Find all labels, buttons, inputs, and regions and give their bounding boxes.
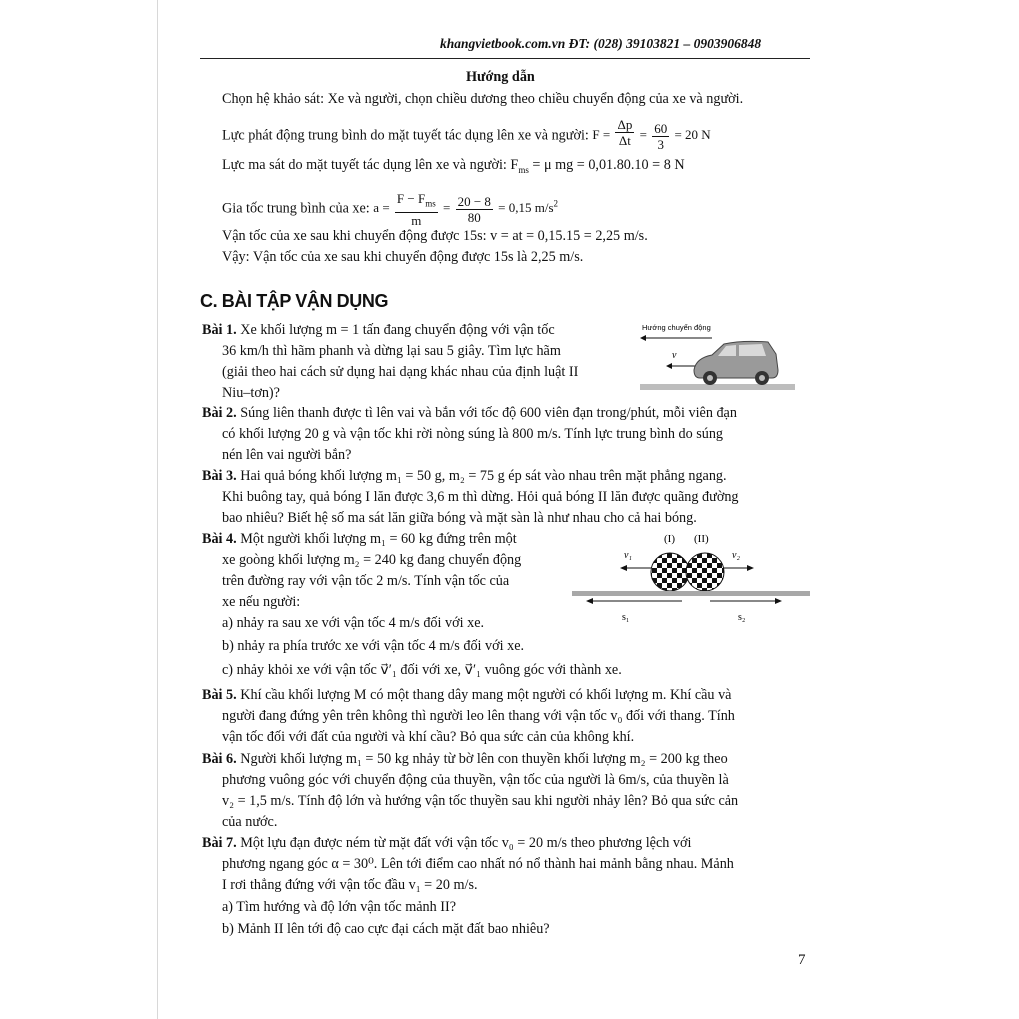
b5-line-3: vận tốc đối với đất của người và khí cầu? Bỏ qua sức cản của không khí. [222, 729, 635, 745]
b5-label: Bài 5. [202, 687, 237, 703]
b1-line-2: 36 km/h thì hãm phanh và dừng lại sau 5 giây. Tìm lực hãm [222, 343, 561, 359]
ball-I-label: (I) [664, 533, 675, 545]
b7-option-a: a) Tìm hướng và độ lớn vận tốc mảnh II? [222, 899, 457, 915]
b4-line-4: xe nếu người: [222, 594, 301, 610]
b7-option-b: b) Mảnh II lên tới độ cao cực đại cách mặt đất bao nhiêu? [222, 921, 550, 937]
section-title: C. BÀI TẬP VẬN DỤNG [200, 291, 389, 311]
b2-text: Súng liên thanh được tì lên vai và bắn với tốc độ 600 viên đạn trong/phút, mỗi viên đạn [236, 405, 737, 421]
eq-force-frac1 [615, 117, 634, 148]
eq-den: Δt [618, 133, 631, 148]
b6-line-1 [202, 749, 728, 769]
ball-II [686, 553, 724, 591]
b3-text: Hai quả bóng khối lượng m₁ = 50 g, m₂ = 75 g ép sát vào nhau trên mặt phẳng ngang. [236, 468, 727, 484]
b5-line-1 [202, 685, 731, 705]
b6-line-3: v₂ = 1,5 m/s. Tính độ lớn và hướng vận tốc thuyền sau khi người nhảy lên? Bỏ qua sức cản [222, 793, 739, 809]
b3-line-1 [202, 466, 727, 486]
b6-line-2: phương vuông góc với chuyển động của thuyền, vận tốc của người là 6m/s, của thuyền là [222, 772, 729, 788]
s2-arrow-head [775, 598, 782, 604]
guide-line-4-text: Gia tốc trung bình của xe: [222, 200, 370, 217]
b2-line-3: nén lên vai người bắn? [222, 447, 352, 463]
velocity-arrow-head [666, 363, 672, 369]
eq-sign: = [639, 127, 647, 143]
b1-line-1 [202, 320, 555, 340]
eq-accel-frac2 [456, 194, 493, 225]
b4-option-b: b) nhảy ra phía trước xe với vận tốc 4 m/s đối với xe. [222, 638, 525, 654]
eq-den: 80 [467, 209, 481, 225]
b4-line-3: trên đường ray với vận tốc 2 m/s. Tính vận tốc của [222, 573, 510, 589]
guide-line-6: Vậy: Vận tốc của xe sau khi chuyển động được 15s là 2,25 m/s. [222, 249, 584, 265]
ball-I [651, 553, 689, 591]
sup-2: 2 [553, 198, 559, 209]
b7-label: Bài 7. [202, 835, 237, 851]
b6-label: Bài 6. [202, 751, 237, 767]
car-direction-label: Hướng chuyển động [642, 323, 711, 332]
b7-text: Một lựu đạn được ném từ mặt đất với vận tốc v₀ = 20 m/s theo phương lệch với [236, 835, 692, 851]
header-site: khangvietbook.com.vn [440, 36, 566, 51]
car-window-rear [739, 344, 766, 356]
header-rule [200, 58, 810, 59]
b3-label: Bài 3. [202, 468, 237, 484]
b4-option-a: a) nhảy ra sau xe với vận tốc 4 m/s đối với xe. [222, 615, 485, 631]
s2-label: s₂ [738, 612, 746, 623]
eq-den: m [411, 212, 422, 228]
guide-line-1: Chọn hệ khảo sát: Xe và người, chọn chiều dương theo chiều chuyển động của xe và người. [222, 91, 744, 107]
sub-ms: ms [518, 164, 529, 175]
guide-line-2-text: Lực phát động trung bình do mặt tuyết tác dụng lên xe và người: [222, 127, 589, 144]
b2-line-1 [202, 403, 737, 423]
v1-arrow-head [620, 565, 627, 571]
balls-figure [572, 528, 812, 628]
b4-text: Một người khối lượng m₁ = 60 kg đứng trên một [236, 531, 517, 547]
b7-line-2: phương ngang góc α = 30⁰. Lên tới điểm cao nhất nó nổ thành hai mảnh bằng nhau. Mảnh [222, 856, 734, 872]
b6-text: Người khối lượng m₁ = 50 kg nhảy từ bờ lên con thuyền khối lượng m₂ = 200 kg theo [236, 751, 728, 767]
eq-num: Δp [617, 117, 633, 132]
eq-sign: = [442, 200, 451, 216]
guide-line-3-rest: = μ mg = 0,01.80.10 = 8 N [528, 157, 685, 173]
eq-force-rhs: = 20 N [674, 127, 711, 143]
b5-line-2: người đang đứng yên trên không thì người leo lên thang với vận tốc v₀ đối với thang. Tính [222, 708, 735, 724]
b3-line-2: Khi buông tay, quả bóng I lăn được 3,6 m thì dừng. Hỏi quả bóng II lăn được quãng đường [222, 489, 739, 505]
guide-title: Hướng dẫn [466, 69, 535, 85]
road-surface [640, 384, 795, 390]
b1-text: Xe khối lượng m = 1 tấn đang chuyển động với vận tốc [236, 322, 555, 338]
eq-force-frac2 [652, 121, 669, 152]
page-number: 7 [798, 952, 806, 968]
eq-accel [373, 191, 559, 228]
book-spine-line [157, 0, 158, 1019]
eq-den: 3 [657, 137, 664, 152]
car-figure [632, 318, 797, 394]
b1-line-3: (giải theo hai cách sử dụng hai dạng khác nhau của định luật II [222, 364, 579, 380]
b5-text: Khí cầu khối lượng M có một thang dây mang một người có khối lượng m. Khí cầu và [236, 687, 732, 703]
b4-label: Bài 4. [202, 531, 237, 547]
ground-surface [572, 591, 810, 596]
car-v-label: v [672, 350, 677, 361]
sub-ms: ms [425, 198, 436, 209]
guide-line-3-text: Lực ma sát do mặt tuyết tác dụng lên xe và người: F [222, 157, 519, 173]
b4-option-c: c) nhảy khỏi xe với vận tốc v⃗′₁ đối với xe, v⃗′₁ vuông góc với thành xe. [222, 662, 622, 678]
b7-line-3: I rơi thẳng đứng với vận tốc đầu v₁ = 20 m/s. [222, 877, 478, 893]
v2-arrow-head [747, 565, 754, 571]
eq-num [395, 191, 438, 213]
page-header [440, 36, 761, 52]
guide-line-4 [222, 191, 558, 228]
guide-line-5: Vận tốc của xe sau khi chuyển động được 15s: v = at = 0,15.15 = 2,25 m/s. [222, 228, 648, 244]
car-hub-front [707, 375, 713, 381]
s1-label: s₁ [622, 612, 630, 623]
b7-line-1 [202, 833, 691, 853]
eq-accel-lhs: a = [373, 200, 390, 216]
eq-num: 20 − 8 [457, 193, 491, 209]
header-phone: ĐT: (028) 39103821 – 0903906848 [568, 36, 762, 51]
eq-accel-frac1 [395, 191, 438, 228]
b6-line-4: của nước. [222, 814, 278, 830]
b1-label: Bài 1. [202, 322, 237, 338]
b4-line-2: xe goòng khối lượng m₂ = 240 kg đang chuyển động [222, 552, 522, 568]
b4-line-1 [202, 529, 517, 549]
b1-line-4: Niu–tơn)? [222, 385, 280, 401]
eq-num-text: F − F [396, 191, 426, 206]
b3-line-3: bao nhiêu? Biết hệ số ma sát lăn giữa bóng và mặt sàn là như nhau cho cả hai bóng. [222, 510, 697, 526]
v1-label: v₁ [624, 550, 632, 561]
direction-arrow-head [640, 335, 646, 341]
eq-force-lhs: F = [592, 127, 611, 143]
ball-II-label: (II) [694, 533, 709, 545]
eq-num: 60 [654, 121, 668, 136]
eq-accel-rhs: = 0,15 m/s [498, 200, 554, 216]
v2-label: v₂ [732, 550, 740, 561]
guide-line-3 [222, 155, 685, 180]
b2-label: Bài 2. [202, 405, 237, 421]
guide-line-2 [222, 117, 711, 152]
s1-arrow-head [586, 598, 593, 604]
b2-line-2: có khối lượng 20 g và vận tốc khi rời nòng súng là 800 m/s. Tính lực trung bình do súng [222, 426, 724, 442]
car-hub-rear [759, 375, 765, 381]
